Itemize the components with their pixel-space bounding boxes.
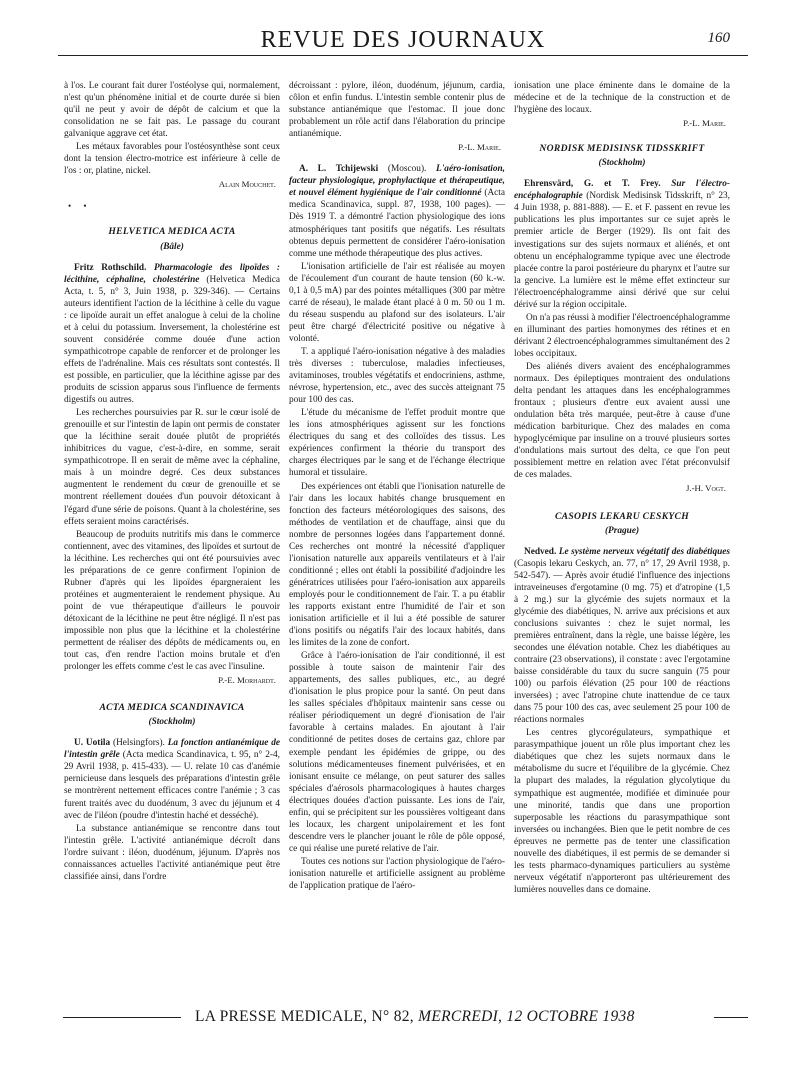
footer-date: MERCREDI, 12 OCTOBRE 1938: [418, 1008, 635, 1025]
paragraph: On n'a pas réussi à modifier l'électroencéphalogramme en illuminant des parties homonymes des rétines et en dérivant 2 électroencéphalogrammes simultanément des 2 lobes occipitaux.: [514, 312, 730, 359]
section-city: (Prague): [604, 525, 640, 536]
article-reference: (Acta medica Scandinavica, suppl. 87, 1938, 100 pages). — Dès 1919 T. a démontré l'action physiologique des ions atmosphériques tant positifs que négatifs. Les résultats obtenus depuis permettent de considérer l'aéro-ionisation comme une méthode thérapeutique des plus actives.: [289, 188, 506, 259]
footer-rule-left: [63, 1017, 181, 1018]
author-signature: P.-E. Morhardt.: [218, 675, 276, 686]
article-author: U. Uotila: [74, 738, 111, 749]
paragraph: Les centres glycorégulateurs, sympathique et parasympathique jouent un rôle plus important chez les diabétiques que chez les sujets normaux dans le métabolisme du sucre et l'équilibre de la glycémie. Chez la plupart des malades, la régulation glycolytique du sympathique est augmentée, modifiée et diminuée pour une minorité, tandis que dans une proportion superposable les réactions du parasympathique sont inversées ou inchangées. Bien que le petit nombre de ces épreuves ne permette pas de tenter une classification nouvelle des diabétiques, il est permis de se demander si les tests pharmaco-dynamiques particuliers au système nerveux végétatif n'apporteront pas ultérieurement des lumières nouvelles dans ce domaine.: [514, 728, 730, 895]
header-rule: [58, 55, 748, 56]
section-city: (Stockholm): [598, 158, 646, 169]
article-reference: (Helvetica Medica Acta, t. 5, n° 3, Juin 1938, p. 329-346). — Certains auteurs identifient l'action de la lécithine à celle du vague : ce lipoïde aurait un effet analogue à celui de la choline et à celui du potassium. Inversement, la cholestérine est souvent considérée comme douée d'une action sympathicotrope capable de renforcer et de prolonger les effets de l'adrénaline. Mais ces résultats sont contestés. Il est possible, en particulier, que la lécithine agisse par des produits de scission apparus sous l'influence de ferments digestifs ou autres.: [64, 274, 281, 406]
author-signature: P.-L. Marie.: [458, 142, 501, 153]
ornament-separator: • •: [68, 201, 92, 212]
paragraph: Les recherches poursuivies par R. sur le cœur isolé de grenouille et sur l'intestin de lapin ont permis de constater que la lécithine serait douée plutôt de propriétés inhibitrices du vague, c'est-à-dire, en somme, serait sympathicotrope. Il en serait de même avec la céphaline, mais à un moindre degré. Ces deux substances augmentent le rendement du cœur de grenouille et se montrent réellement douées d'un pouvoir détoxicant à l'égard d'une série de poisons. Quant à la cholestérine, ses effets seraient moins caractérisés.: [64, 408, 280, 527]
paragraph: Toutes ces notions sur l'action physiologique de l'aéro-ionisation naturelle et artificielle assignent au problème de l'application pratique de l'aéro-: [289, 856, 505, 892]
paragraph: L'étude du mécanisme de l'effet produit montre que les ions atmosphériques agissent sur les fonctions électriques du sang et des colloïdes des tissus. Les expériences confirment la théorie du transport des charges électriques par le sang et de l'échange électrique humoral et tissulaire.: [289, 408, 505, 479]
article-author-location: (Helsingfors).: [112, 738, 165, 749]
article-author: Nedved.: [524, 546, 557, 557]
paragraph: T. a appliqué l'aéro-ionisation négative à des maladies très diverses : tuberculose, maladies infectieuses, avitaminoses, troubles végétatifs et endocriniens, asthme, névrose, hypertension, etc., avec des succès atteignant 75 pour 100 des cas.: [289, 346, 505, 406]
section-heading: HELVETICA MEDICA ACTA: [108, 226, 236, 238]
paragraph: décroissant : pylore, iléon, duodénum, jéjunum, cardia, côlon et enfin fundus. L'intestin semble contenir plus de substance antianémique que l'estomac. Il joue donc probablement un rôle actif dans l'élaboration du principe antianémique.: [289, 81, 505, 140]
article-title: Sur l'électro-encéphalographie: [514, 179, 730, 202]
footer-publication-line: [195, 1008, 635, 1026]
paragraph: Des expériences ont établi que l'ionisation naturelle de l'air dans les locaux habités change brusquement en fonction des facteurs météorologiques des saisons, des méthodes de ventilation et de chauffage, ainsi que du nombre de personnes logées dans l'appartement donné. Ces recherches ont montré la nécessité d'appliquer l'ionisation naturelle aux appareils ventilateurs et à l'air conditionné ; elles ont établi la possibilité d'adjoindre les génératrices utilisées pour l'aéro-ionisation aux appareils employés pour le conditionnement de l'air. T. a pu établir les rapports existant entre l'humidité de l'air et son ionisation artificielle et il lui a été possible de saturer d'ions positifs ou négatifs l'air des locaux habités, dans les limites de la zone de confort.: [289, 481, 505, 649]
article-entry: [289, 163, 505, 259]
author-signature: P.-L. Marie.: [683, 118, 726, 129]
footer-journal: LA PRESSE MEDICALE,: [195, 1008, 368, 1025]
article-entry: [514, 178, 730, 311]
page-number: 160: [707, 30, 730, 46]
section-heading: ACTA MEDICA SCANDINAVICA: [99, 702, 245, 714]
article-author: Fritz Rothschild.: [74, 262, 147, 273]
section-city: (Stockholm): [148, 717, 196, 728]
article-reference: (Nordisk Medisinsk Tidsskrift, n° 23, 4 Juin 1938, p. 881-888). — E. et F. passent en revue les publications les plus importantes sur ce sujet après le premier article de Berger (1929). Ils ont fait des investigations sur des sujets normaux et aliénés, et ont obtenu un encéphalogramme typique avec une électrode placée contre la paroi postérieure du pharynx et l'autre sur la gencive. La lumière est le même effet extincteur sur l'électroencéphalogramme ainsi dérivé que sur celui dérivé sur la région occipitale.: [514, 191, 731, 310]
article-entry: [64, 737, 280, 821]
article-title: La fonction antianémique de l'intestin grêle: [64, 738, 280, 761]
article-title: Pharmacologie des lipoïdes : lécithine, céphaline, cholestérine: [64, 262, 281, 285]
paragraph: La substance antianémique se rencontre dans tout l'intestin grêle. L'activité antianémique décroît dans l'ordre suivant : iléon, duodénum, jéjunum. D'après nos connaissances actuelles l'activité antianémique peut être classifiée ainsi, dans l'ordre: [64, 823, 280, 882]
author-signature: Alain Mouchet.: [218, 179, 276, 190]
page-header: [58, 20, 748, 56]
author-signature: J.-H. Vogt.: [685, 483, 726, 494]
article-author: A. L. Tchijewski: [299, 164, 379, 175]
article-title: L'aéro-ionisation, facteur physiologique, prophylactique et thérapeutique, et nouvel élément hygiénique de l'air conditionné: [289, 164, 505, 199]
footer-rule-right: [714, 1017, 748, 1018]
footer-issue: N° 82,: [371, 1008, 414, 1025]
paragraph: Grâce à l'aéro-ionisation de l'air conditionné, il est possible à toute saison de maintenir l'air des appartements, des salles publiques, etc., au degré d'ionisation le plus propice pour la santé. On peut dans les salles spéciales d'hôpitaux maintenir sans cesse ou réaliser périodiquement un degré d'ionisation de l'air favorable à certains malades. En ajoutant à l'air conditionné de petites doses de certains gaz, chlore par exemple pendant les épidémies de grippe, ou des solutions médicamenteuses finement pulvérisées, et en ionisant ensuite ce mélange, on peut saturer des salles spéciales d'aérosols pharmacologiques à hautes charges électriques douées d'action puissante. Les ions de l'air, enfin, qui se précipitent sur les poussières voltigeant dans les locaux, les chargent unipolairement et les font descendre vers le plancher jouant le rôle de pôle opposé, ce qui réalise une pureté relative de l'air.: [289, 651, 505, 854]
column-3: [514, 80, 730, 897]
section-heading: NORDISK MEDISINSK TIDSSKRIFT: [539, 143, 705, 155]
section-heading: CASOPIS LEKARU CESKYCH: [554, 510, 690, 522]
article-author: Ehrensvärd, G. et T. Frey.: [524, 179, 661, 190]
column-1: [64, 80, 280, 884]
paragraph: Des aliénés divers avaient des encéphalogrammes normaux. Des épileptiques montraient des ondulations delta pendant les attaques dans les encéphalogrammes frontaux ; plusieurs d'entre eux avaient aussi une ondulation bêta très marquée, peut-être à cause d'une médication barbiturique. Chez des malades en coma hypoglycémique par insuline on a trouvé plusieurs sortes d'ondulations mais surtout des delta, ce que l'on peut possiblement mettre en relation avec l'état préconvulsif de ces malades.: [514, 361, 730, 481]
page-footer: [63, 1006, 748, 1030]
paragraph: Les métaux favorables pour l'ostéosynthèse sont ceux dont la tension électro-motrice est inférieure à celle de l'os : or, platine, nickel.: [64, 142, 280, 177]
paragraph: Beaucoup de produits nutritifs mis dans le commerce contiennent, avec des vitamines, des lipoïdes et surtout de la lécithine. Les recherches qui ont été poursuivies avec les préparations de ce genre confirment l'opinion de Rubner d'après qui les lipoïdes épargneraient les protéines et augmenteraient le rendement physique. Au point de vue thérapeutique d'ailleurs le pouvoir détoxicant de la lécithine ne peut être négligé. Il n'est pas impossible non plus que la lécithine et la cholestérine permettent de réaliser des dépôts de médicaments ou, en tout cas, d'en rendre l'action moins brutale et d'en prolonger les effets comme c'est le cas avec l'insuline.: [64, 529, 280, 673]
paragraph: ionisation une place éminente dans le domaine de la médecine et de la technique de la construction et de l'hygiène des locaux.: [514, 81, 730, 116]
article-title: Le système nerveux végétatif des diabétiques: [558, 546, 731, 557]
article-reference: (Casopis lekaru Ceskych, an. 77, n° 17, 29 Avril 1938, p. 542-547). — Après avoir étudié l'influence des injections intraveineuses d'ergotamine (0 mg. 75) et d'atropine (1,5 à 2 mg.) sur la glycémie des sujets normaux et la glycémie des diabétiques, N. arrive aux précisions et aux conclusions suivantes : chez le sujet normal, les premières entraînent, dans la règle, une baisse légère, les secondes une élévation notable. Chez les diabétiques au contraire (23 observations), il constate : avec l'ergotamine baisse considérable du taux du sucre sanguin (75 pour 100) ou parfois élévation (25 pour 100 de réactions inversées) ; avec l'atropine chute inattendue de ce taux dans 75 pour 100 des cas, avec seulement 25 pour 100 de réactions normales: [514, 558, 730, 726]
article-entry: [514, 546, 730, 727]
section-city: (Bâle): [160, 241, 184, 252]
paragraph: à l'os. Le courant fait durer l'ostéolyse qui, normalement, n'est qu'un phénomène initial et de courte durée si bien qu'il ne peut y avoir de dépôt de calcium et que la consolidation ne se fait pas. Le passage du courant galvanique aggrave cet état.: [64, 81, 280, 140]
article-author-location: (Moscou).: [387, 164, 427, 175]
paragraph: L'ionisation artificielle de l'air est réalisée au moyen de l'écoulement d'un courant de haute tension (60 k.-w. 0,1 à 0,5 mA) par des pointes métalliques (300 par mètre carré de réseau), le malade étant placé à 0 m. 50 ou 1 m. du réseau suspendu au plafond sur des isolateurs. L'air peut être chargé d'électricité positive ou négative à volonté.: [289, 261, 505, 344]
article-entry: [64, 262, 280, 407]
column-2: [289, 80, 505, 893]
journal-section-title: REVUE DES JOURNAUX: [260, 27, 546, 53]
article-reference: (Acta medica Scandinavica, t. 95, n° 2-4, 29 Avril 1938, p. 415-433). — U. relate 10 cas d'anémie pernicieuse dans lesquels des préparations d'intestin grêle se montrèrent nettement efficaces contre l'anémie ; 3 cas furent traités avec du duodénum, 3 avec du jéjunum et 4 avec de l'iléon (poudre d'intestin haché et desséché).: [64, 750, 281, 821]
